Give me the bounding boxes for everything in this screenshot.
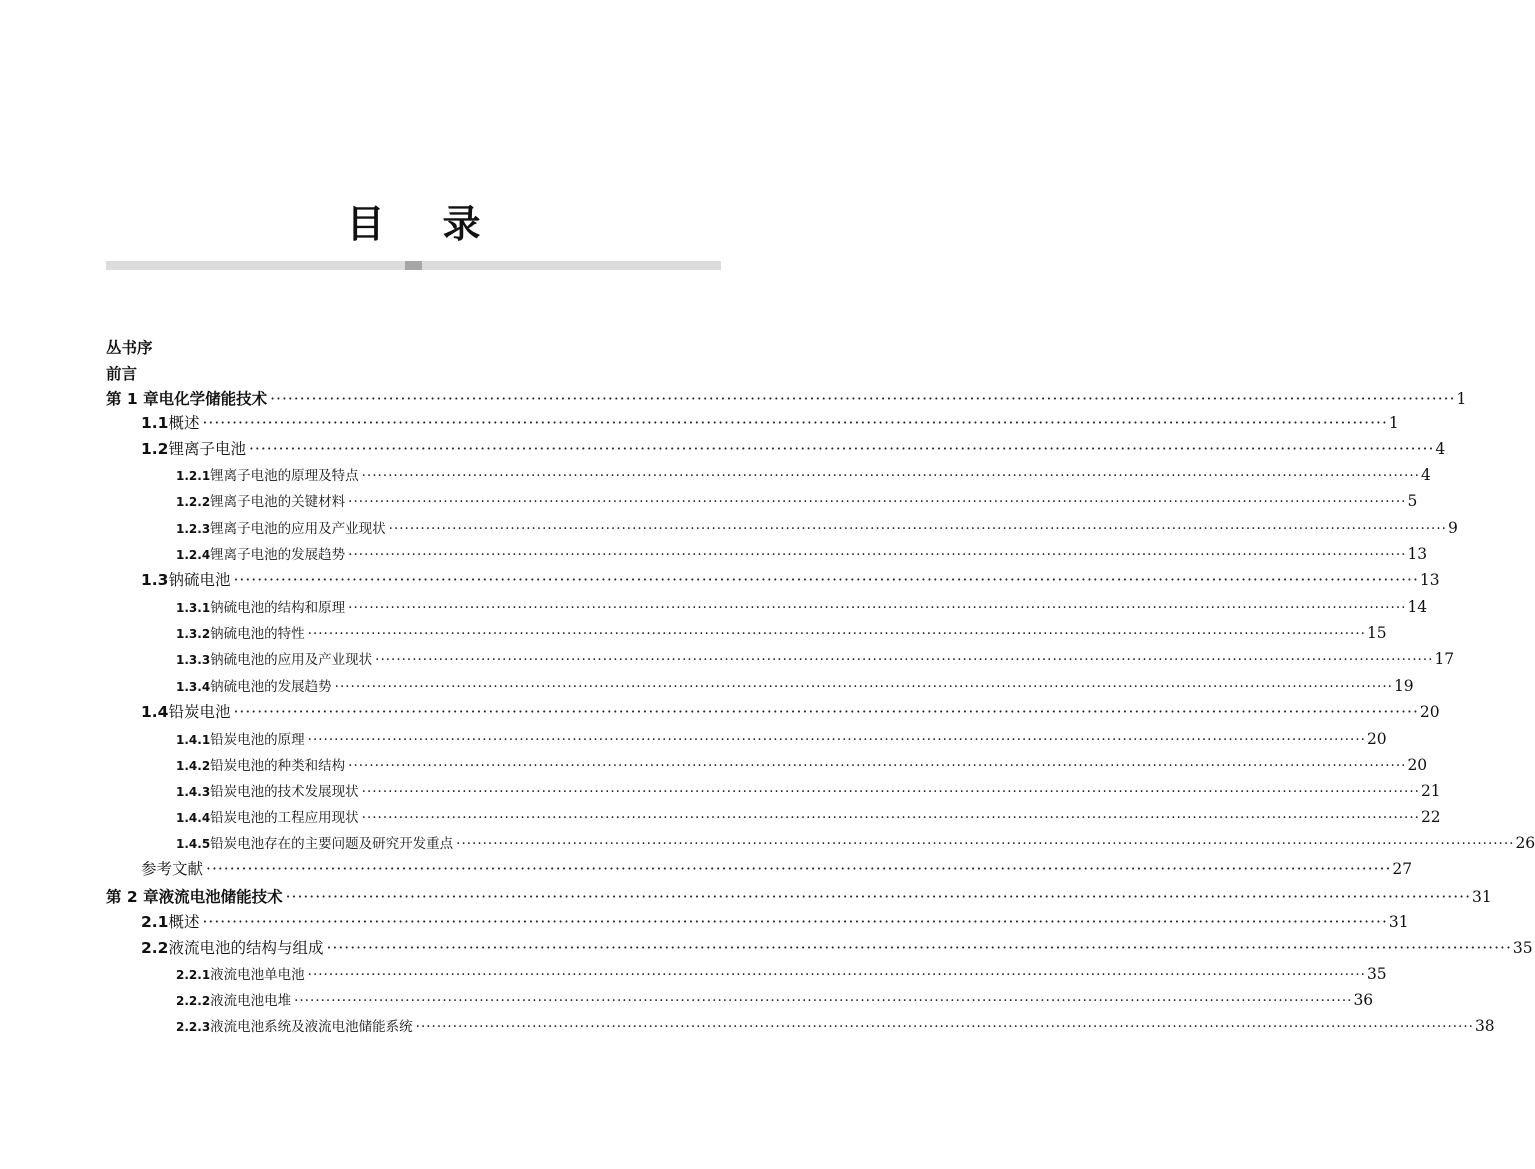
toc-entry-number: 1.3.3: [176, 653, 211, 667]
toc-entry-page-number: 35: [1512, 939, 1533, 957]
toc-entry-number: 2.1: [141, 913, 169, 931]
toc-dot-leader: ········································································································································································································: [326, 939, 1512, 957]
toc-entry-number: 2.2.2: [176, 994, 211, 1008]
toc-entry-page-number: 20: [1407, 756, 1428, 774]
toc-entry-page-number: 38: [1474, 1017, 1495, 1035]
toc-entry[interactable]: [106, 885, 1492, 911]
toc-entry[interactable]: [176, 989, 1374, 1015]
toc-entry[interactable]: [141, 936, 1533, 962]
toc-entry-title: 铅炭电池的技术发展现状: [210, 784, 359, 800]
toc-entry[interactable]: [176, 490, 1418, 516]
toc-entry-number: 1.4.2: [176, 759, 211, 773]
toc-entry-number: 1.3.4: [176, 680, 211, 694]
toc-entry-number: 2.2.1: [176, 968, 211, 982]
toc-entry-number: 1.2: [141, 440, 169, 458]
toc-entry-number: 1.4.3: [176, 785, 211, 799]
toc-entry[interactable]: [141, 568, 1440, 594]
toc-entry-title: 铅炭电池的工程应用现状: [210, 810, 359, 826]
toc-entry-title: 钠硫电池的发展趋势: [210, 679, 332, 695]
toc-entry-page-number: 15: [1366, 624, 1387, 642]
toc-entry-number: 1.2.1: [176, 469, 211, 483]
toc-entry-title: 液流电池的结构与组成: [168, 939, 324, 957]
toc-dot-leader: ········································································································································································································: [334, 679, 1393, 695]
toc-dot-leader: ········································································································································································································: [388, 521, 1447, 537]
toc-dot-leader: ········································································································································································································: [348, 547, 1407, 563]
toc-entry-title: 铅炭电池的种类和结构: [210, 758, 346, 774]
toc-entry[interactable]: [176, 832, 1535, 858]
toc-dot-leader: ········································································································································································································: [415, 1019, 1474, 1035]
toc-dot-leader: ········································································································································································································: [202, 913, 1388, 931]
toc-entry-title: 参考文献: [141, 860, 204, 878]
toc-front-matter-foreword[interactable]: 前言: [106, 365, 138, 383]
toc-entry-page-number: 5: [1407, 492, 1418, 510]
toc-entry-page-number: 27: [1392, 860, 1413, 878]
toc-entry-page-number: 19: [1393, 677, 1414, 695]
toc-entry-number: 1.4.5: [176, 837, 211, 851]
toc-entry-page-number: 1: [1456, 390, 1467, 408]
toc-entry-page-number: 21: [1420, 782, 1441, 800]
toc-entry[interactable]: [176, 622, 1387, 648]
toc-entry-page-number: 13: [1407, 545, 1428, 563]
title-char-1: 目: [346, 202, 385, 246]
toc-entry-title: 锂离子电池的原理及特点: [210, 468, 359, 484]
toc-entry-number: 1.2.2: [176, 495, 211, 509]
toc-entry-number: 1.3.2: [176, 627, 211, 641]
toc-entry[interactable]: [141, 857, 1413, 883]
toc-entry-title: 液流电池电堆: [210, 993, 292, 1009]
toc-entry[interactable]: [176, 464, 1431, 490]
toc-front-matter-preface-series[interactable]: 丛书序: [106, 339, 153, 357]
toc-entry-number: 1.4: [141, 703, 169, 721]
toc-entry-title: 液流电池系统及液流电池储能系统: [210, 1019, 413, 1035]
toc-dot-leader: ········································································································································································································: [206, 860, 1392, 878]
toc-entry-page-number: 1: [1388, 414, 1399, 432]
toc-entry-title: 锂离子电池: [168, 440, 246, 458]
toc-entry-number: 1.4.4: [176, 811, 211, 825]
toc-entry-number: 1.4.1: [176, 733, 211, 747]
toc-entry-title: 电化学储能技术: [158, 390, 268, 408]
toc-dot-leader: ········································································································································································································: [361, 810, 1420, 826]
toc-entry-number: 2.2: [141, 939, 169, 957]
toc-entry-number: 第 1 章: [106, 390, 159, 408]
toc-dot-leader: ········································································································································································································: [307, 732, 1366, 748]
toc-entry-page-number: 22: [1420, 808, 1441, 826]
toc-entry[interactable]: [176, 963, 1387, 989]
toc-entry-title: 钠硫电池的特性: [210, 626, 305, 642]
toc-entry-number: 第 2 章: [106, 888, 159, 906]
toc-entry-page-number: 31: [1472, 888, 1492, 906]
toc-entry-title: 锂离子电池的关键材料: [210, 494, 346, 510]
toc-entry-page-number: 26: [1515, 834, 1535, 852]
toc-entry-title: 铅炭电池的原理: [210, 732, 305, 748]
toc-dot-leader: ········································································································································································································: [270, 390, 1456, 408]
toc-entry-number: 1.3: [141, 571, 169, 589]
toc-entry-page-number: 9: [1447, 519, 1458, 537]
toc-entry-number: 1.3.1: [176, 601, 211, 615]
toc-entry-title: 锂离子电池的应用及产业现状: [210, 521, 386, 537]
toc-entry[interactable]: [141, 700, 1440, 726]
toc-entry-page-number: 20: [1419, 703, 1440, 721]
toc-entry-page-number: 31: [1388, 913, 1409, 931]
toc-dot-leader: ········································································································································································································: [233, 571, 1419, 589]
toc-dot-leader: ········································································································································································································: [248, 440, 1435, 458]
toc-entry[interactable]: [106, 387, 1467, 413]
toc-entry[interactable]: [176, 780, 1441, 806]
toc-dot-leader: ········································································································································································································: [294, 993, 1353, 1009]
toc-entry[interactable]: [176, 596, 1428, 622]
toc-entry-page-number: 35: [1366, 965, 1387, 983]
toc-dot-leader: ········································································································································································································: [307, 626, 1366, 642]
toc-entry[interactable]: [141, 437, 1446, 463]
toc-entry-title: 钠硫电池的应用及产业现状: [210, 652, 373, 668]
toc-dot-leader: ········································································································································································································: [285, 888, 1471, 906]
toc-entry-title: 液流电池单电池: [210, 967, 305, 983]
toc-entry-title: 概述: [168, 913, 200, 931]
toc-entry[interactable]: [176, 543, 1428, 569]
toc-entry-number: 1.2.3: [176, 522, 211, 536]
toc-entry[interactable]: [176, 728, 1387, 754]
toc-entry-number: 2.2.3: [176, 1020, 211, 1034]
toc-dot-leader: ········································································································································································································: [202, 414, 1388, 432]
toc-entry-page-number: 4: [1420, 466, 1431, 484]
toc-dot-leader: ········································································································································································································: [375, 652, 1434, 668]
toc-entry-page-number: 14: [1407, 598, 1428, 616]
toc-entry-page-number: 36: [1353, 991, 1374, 1009]
toc-entry[interactable]: [141, 411, 1399, 437]
toc-entry-title: 钠硫电池的结构和原理: [210, 600, 346, 616]
toc-dot-leader: ········································································································································································································: [361, 468, 1420, 484]
title-char-2: 录: [442, 202, 481, 246]
toc-entry-title: 锂离子电池的发展趋势: [210, 547, 346, 563]
toc-entry[interactable]: [176, 806, 1441, 832]
toc-dot-leader: ········································································································································································································: [348, 494, 1407, 510]
toc-dot-leader: ········································································································································································································: [348, 758, 1407, 774]
toc-dot-leader: ········································································································································································································: [348, 600, 1407, 616]
toc-entry[interactable]: [176, 675, 1414, 701]
toc-entry[interactable]: [176, 754, 1428, 780]
toc-entry-title: 铅炭电池存在的主要问题及研究开发重点: [210, 836, 454, 852]
toc-entry[interactable]: [176, 1015, 1495, 1041]
toc-dot-leader: ········································································································································································································: [361, 784, 1420, 800]
toc-entry-title: 钠硫电池: [168, 571, 231, 589]
toc-dot-leader: ········································································································································································································: [233, 703, 1419, 721]
toc-entry-number: 1.2.4: [176, 548, 211, 562]
toc-entry[interactable]: [176, 517, 1458, 543]
toc-entry-page-number: 17: [1434, 650, 1455, 668]
toc-entry[interactable]: [176, 648, 1455, 674]
toc-entry-number: 1.1: [141, 414, 169, 432]
toc-dot-leader: ········································································································································································································: [456, 836, 1515, 852]
toc-entry-page-number: 4: [1435, 440, 1446, 458]
toc-entry-title: 概述: [168, 414, 200, 432]
toc-entry[interactable]: [141, 910, 1409, 936]
toc-entry-page-number: 13: [1419, 571, 1440, 589]
toc-entry-page-number: 20: [1366, 730, 1387, 748]
toc-dot-leader: ········································································································································································································: [307, 967, 1366, 983]
toc-entry-title: 液流电池储能技术: [158, 888, 283, 906]
toc-entry-title: 铅炭电池: [168, 703, 231, 721]
